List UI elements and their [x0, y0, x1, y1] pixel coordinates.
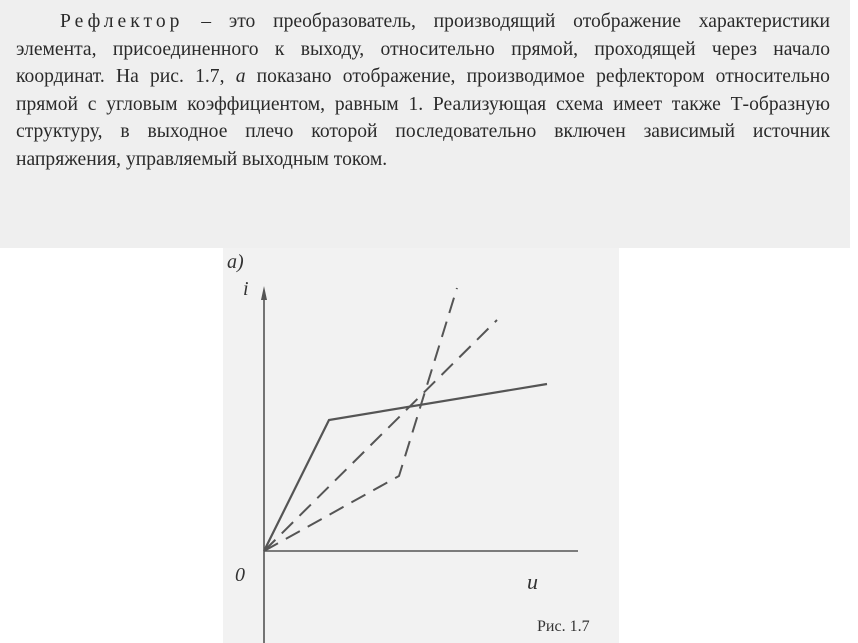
paragraph — [16, 8, 830, 173]
paragraph-text-1: это преобразователь, производящий отображение характеристики элемента, присоединенного к выходу, относительно прямой, проходящей через начало координат. На рис. 1.7, — [16, 11, 830, 87]
figure-svg — [223, 248, 619, 643]
figure-caption: Рис. 1.7 — [537, 618, 590, 635]
term-reflector: Рефлектор — [60, 11, 184, 32]
reflected-characteristic-dashed-line — [264, 288, 457, 551]
x-axis-label: u — [527, 569, 538, 594]
figure-reference-letter: a — [235, 66, 246, 87]
figure-1-7 — [223, 248, 619, 643]
y-axis-arrow — [261, 286, 267, 300]
dash: – — [201, 11, 212, 32]
y-axis-label: i — [243, 278, 249, 300]
panel-label: a) — [227, 251, 244, 273]
paragraph-block — [0, 0, 850, 248]
origin-label: 0 — [235, 564, 245, 586]
reflection-line-slope-one — [264, 320, 497, 551]
paragraph-text-2: показано отображение, производимое рефлектором относительно прямой с угловым коэффициентом, равным 1. Реализующая схема имеет также Т-образную структуру, в выходное плечо которой последовательно включен зависимый источник напряжения, управляемый выходным током. — [16, 66, 830, 170]
characteristic-solid-line — [264, 384, 547, 551]
